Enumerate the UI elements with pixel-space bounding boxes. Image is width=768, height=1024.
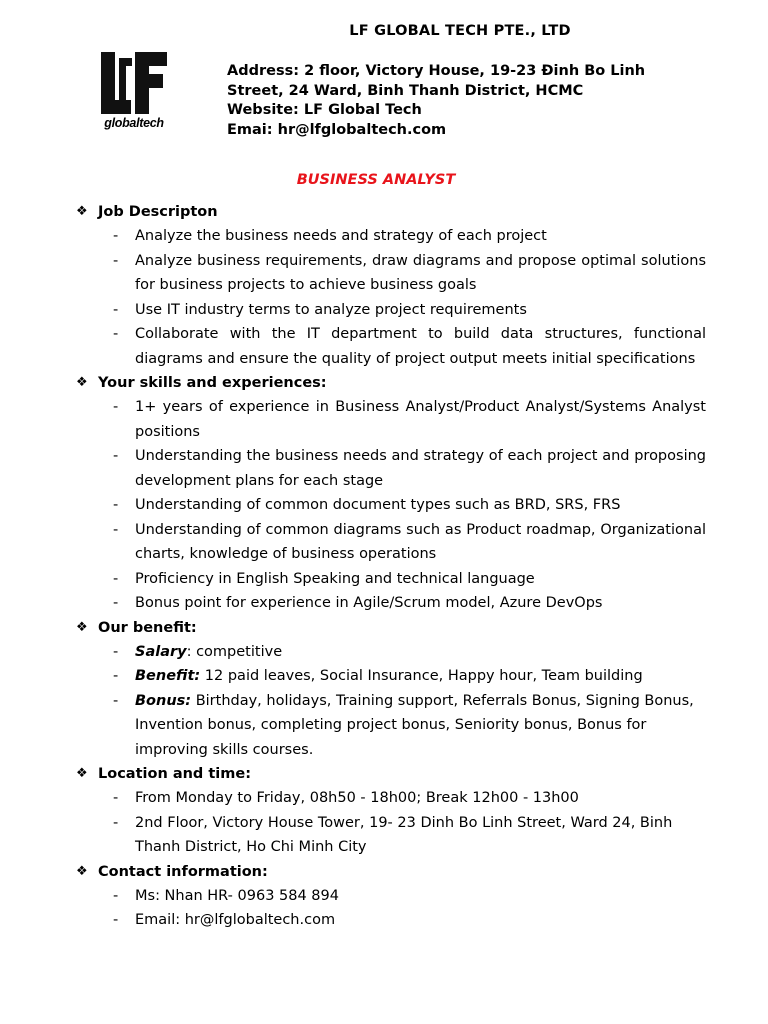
website-line: Website: LF Global Tech	[227, 102, 422, 118]
lf-logo-icon	[99, 52, 169, 114]
section-heading: Contact information:	[98, 863, 268, 880]
list-item	[76, 298, 706, 323]
diamond-bullet-icon: ❖	[76, 619, 88, 635]
bonus-text: Birthday, holidays, Training support, Referrals Bonus, Signing Bonus, Invention bonus, completing project bonus, Seniority bonus, Bonus for improving skills courses.	[135, 692, 694, 758]
list-item-text: Analyze the business needs and strategy of each project	[135, 228, 547, 244]
benefit-label: Benefit:	[135, 668, 201, 684]
benefit-text: 12 paid leaves, Social Insurance, Happy hour, Team building	[200, 668, 643, 684]
address-line: Address: 2 floor, Victory House, 19-23 Đinh Bo Linh	[227, 63, 646, 79]
dash-bullet: -	[113, 668, 119, 684]
dash-bullet: -	[113, 570, 119, 587]
salary-text: : competitive	[186, 643, 283, 660]
list-item-bonus	[76, 689, 706, 763]
dash-bullet: -	[113, 448, 119, 464]
list-item	[76, 811, 690, 860]
list-item	[76, 518, 706, 567]
logo-text: globaltech	[104, 116, 164, 130]
list-item-text: Collaborate with the IT department to build data structures, functional diagrams and ensure the quality of project output meets initial specifications	[135, 326, 706, 367]
list-item	[76, 591, 706, 616]
section-contact	[76, 860, 706, 884]
job-content	[76, 200, 706, 933]
list-item-text: Understanding the business needs and strategy of each project and proposing development plans for each stage	[135, 448, 706, 489]
dash-bullet: -	[113, 497, 119, 513]
section-job-description	[76, 200, 706, 224]
dash-bullet: -	[113, 252, 119, 269]
list-item	[76, 884, 706, 909]
address-line-2: Street, 24 Ward, Binh Thanh District, HCMC	[227, 82, 584, 99]
email-line: Emai: hr@lfglobaltech.com	[227, 121, 447, 138]
dash-bullet: -	[113, 692, 119, 709]
list-item	[76, 322, 706, 371]
dash-bullet: -	[113, 643, 119, 660]
salary-label: Salary	[135, 643, 187, 660]
diamond-bullet-icon: ❖	[76, 204, 88, 219]
list-item-text: Bonus point for experience in Agile/Scrum model, Azure DevOps	[135, 595, 603, 611]
list-item-benefit	[76, 664, 706, 689]
section-heading: Your skills and experiences:	[98, 375, 327, 391]
dash-bullet: -	[113, 301, 119, 318]
list-item-text: Proficiency in English Speaking and technical language	[135, 570, 535, 587]
section-heading: Our benefit:	[98, 619, 197, 636]
dash-bullet: -	[113, 814, 119, 831]
dash-bullet: -	[113, 790, 119, 806]
list-item-text: Understanding of common document types such as BRD, SRS, FRS	[135, 497, 621, 513]
section-benefit	[76, 616, 706, 640]
list-item-text: 1+ years of experience in Business Analyst/Product Analyst/Systems Analyst positions	[135, 399, 706, 440]
bonus-label: Bonus:	[135, 692, 192, 709]
dash-bullet: -	[113, 326, 119, 342]
list-item-text: Ms: Nhan HR- 0963 584 894	[135, 887, 339, 904]
diamond-bullet-icon: ❖	[76, 766, 88, 781]
company-logo	[99, 52, 169, 138]
section-location	[76, 762, 706, 786]
list-item-text: Use IT industry terms to analyze project requirements	[135, 301, 527, 318]
list-item	[76, 395, 706, 444]
dash-bullet: -	[113, 521, 119, 538]
list-item	[76, 567, 706, 592]
list-item-text: Email: hr@lfglobaltech.com	[135, 912, 336, 928]
list-item-text: 2nd Floor, Victory House Tower, 19- 23 Dinh Bo Linh Street, Ward 24, Binh Thanh District, Ho Chi Minh City	[135, 814, 673, 855]
company-contact	[227, 62, 697, 140]
section-heading: Job Descripton	[98, 204, 218, 220]
diamond-bullet-icon: ❖	[76, 375, 88, 390]
list-item	[76, 249, 706, 298]
job-title: BUSINESS ANALYST	[296, 172, 456, 188]
dash-bullet: -	[113, 912, 119, 928]
list-item-text: Understanding of common diagrams such as Product roadmap, Organizational charts, knowledge of business operations	[135, 521, 706, 562]
diamond-bullet-icon: ❖	[76, 863, 88, 879]
list-item-salary	[76, 640, 706, 665]
section-heading: Location and time:	[98, 766, 251, 782]
company-name: LF GLOBAL TECH PTE., LTD	[349, 23, 571, 39]
list-item-text: From Monday to Friday, 08h50 - 18h00; Break 12h00 - 13h00	[135, 790, 579, 806]
list-item	[76, 908, 706, 933]
list-item-text: Analyze business requirements, draw diagrams and propose optimal solutions for business projects to achieve business goals	[135, 252, 706, 293]
section-skills	[76, 371, 706, 395]
list-item	[76, 224, 706, 249]
dash-bullet: -	[113, 399, 119, 415]
list-item	[76, 493, 706, 518]
dash-bullet: -	[113, 887, 119, 904]
list-item	[76, 786, 706, 811]
dash-bullet: -	[113, 228, 119, 244]
dash-bullet: -	[113, 595, 119, 611]
list-item	[76, 444, 706, 493]
